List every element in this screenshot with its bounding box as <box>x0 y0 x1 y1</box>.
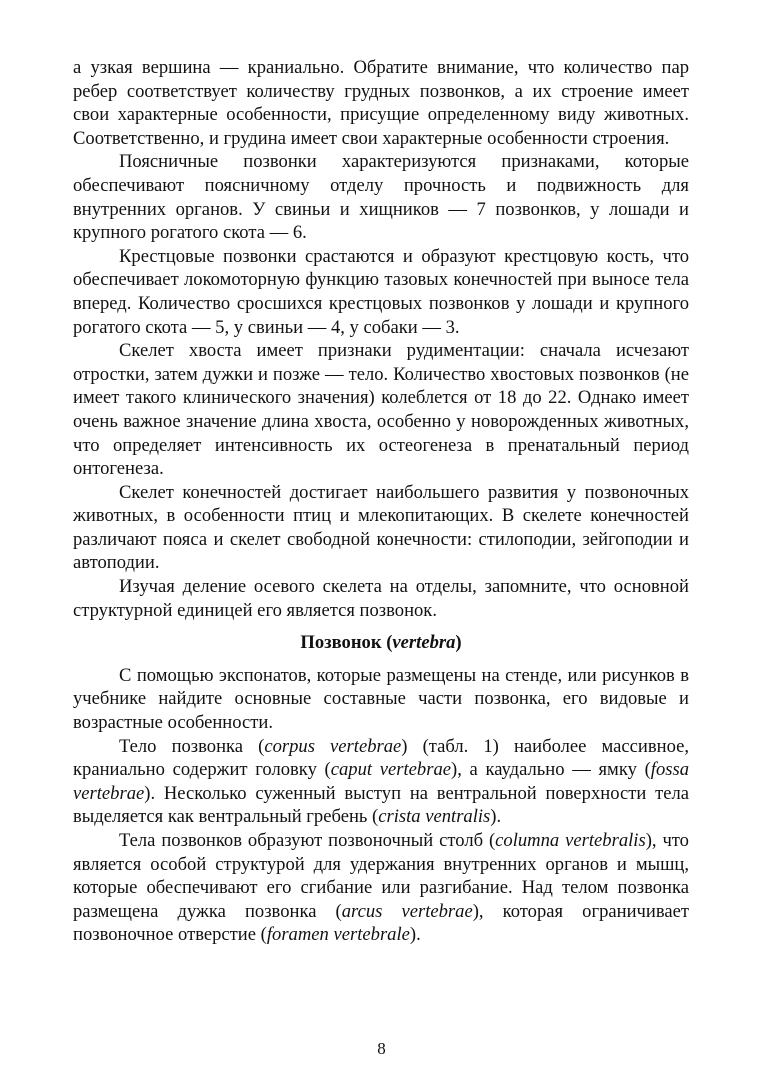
text-run: Тела позвонков образуют позвоночный столб ( <box>119 830 496 851</box>
heading-text: Позвонок ( <box>300 632 393 654</box>
text-block-2 <box>73 664 689 947</box>
latin-term: arcus vertebrae <box>341 900 473 922</box>
page-body <box>73 56 689 947</box>
latin-term: corpus vertebrae <box>264 735 402 757</box>
text-run: ). Несколько суженный выступ на вентральной поверхности тела выделяется как вентральный гребень ( <box>73 782 689 828</box>
section-heading <box>73 631 689 655</box>
latin-term: caput vertebrae <box>330 759 451 781</box>
paragraph <box>73 664 689 735</box>
paragraph <box>73 735 689 829</box>
latin-term: fossa vertebrae <box>73 759 690 804</box>
text-run: ). <box>409 924 421 946</box>
heading-close: ) <box>455 632 462 654</box>
text-run: Скелет хвоста имеет признаки рудиментации: сначала исчезают отростки, затем дужки и позже — тело. Количество хвостовых позвонков (не имеет такого клинического значения) колеблется от 18 до 22. Однако имеет очень важное значение длина хвоста, особенно у новорожденных животных, что определяет интенсивность их остеогенеза в пренатальный период онтогенеза. <box>73 340 689 480</box>
text-run: Крестцовые позвонки срастаются и образуют крестцовую кость, что обеспечивает локомоторную функцию тазовых конечностей при выносе тела вперед. Количество сросшихся крестцовых позвонков у лошади и крупного рогатого скота — 5, у свиньи — 4, у собаки — 3. <box>73 245 689 338</box>
text-run: Тело позвонка ( <box>119 735 265 757</box>
paragraph <box>73 150 689 244</box>
paragraph <box>73 56 689 150</box>
latin-term: crista ventralis <box>378 806 491 828</box>
text-block-1 <box>73 56 689 622</box>
paragraph <box>73 575 689 622</box>
text-run: Поясничные позвонки характеризуются признаками, которые обеспечивают поясничному отделу прочность и подвижность для внутренних органов. У свиньи и хищников — 7 позвонков, у лошади и крупного рогатого скота — 6. <box>73 151 689 244</box>
heading-latin: vertebra <box>392 632 456 654</box>
paragraph <box>73 829 689 947</box>
paragraph <box>73 245 689 339</box>
paragraph <box>73 339 689 481</box>
page-number: 8 <box>377 1039 386 1058</box>
latin-term: columna vertebralis <box>495 830 646 851</box>
text-run: С помощью экспонатов, которые размещены на стенде, или рисунков в учебнике найдите основные составные части позвонка, его видовые и возрастные особенности. <box>73 664 689 734</box>
text-run: ) (табл. 1) наиболее массивное, краниально содержит головку ( <box>73 735 689 781</box>
text-run: ). <box>490 806 502 828</box>
text-run: Скелет конечностей достигает наибольшего развития у позвоночных животных, в особенности птиц и млекопитающих. В скелете конечностей различают пояса и скелет свободной конечности: стилоподии, зейгоподии и автоподии. <box>73 481 689 574</box>
text-run: а узкая вершина — краниально. Обратите внимание, что количество пар ребер соответствует количеству грудных позвонков, а их строение имеет свои характерные особенности, присущие определенному виду животных. Соответственно, и грудина имеет свои характерные особенности строения. <box>73 57 689 149</box>
latin-term: foramen vertebrale <box>266 924 410 946</box>
text-run: ), что является особой структурой для удержания внутренних органов и мышц, которые обеспечивают его сгибание или разгибание. Над телом позвонка размещена дужка позвонка ( <box>73 830 689 922</box>
text-run: Изучая деление осевого скелета на отделы, запомните, что основной структурной единицей его является позвонок. <box>73 576 689 621</box>
text-run: ), которая ограничивает позвоночное отверстие ( <box>73 900 689 946</box>
paragraph <box>73 481 689 575</box>
text-run: ), а каудально — ямку ( <box>451 759 651 781</box>
